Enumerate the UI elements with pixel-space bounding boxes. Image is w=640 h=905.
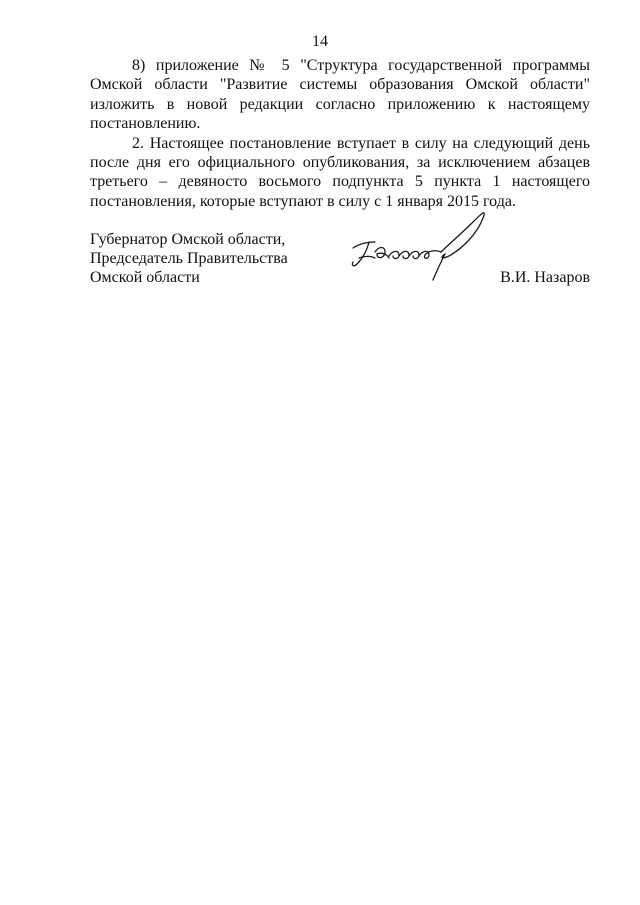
signer-position [90,230,288,288]
paragraph-item-8: 8) приложение № 5 "Структура государственной программы Омской области "Развитие системы образования Омской области" изложить в новой редакции согласно приложению к настоящему постановлению. [90,57,590,133]
signature-block [90,230,590,300]
signer-position-line: Председатель Правительства [90,250,288,268]
paragraph-effective-date: 2. Настоящее постановление вступает в силу на следующий день после дня его официального опубликования, за исключением абзацев третьего – девяносто восьмого подпункта 5 пункта 1 настоящего постановления, которые вступают в силу с 1 января 2015 года. [90,134,590,210]
document-body [90,56,590,211]
handwritten-signature [345,204,505,286]
signer-position-line: Омской области [90,269,200,287]
signer-name: В.И. Назаров [500,269,590,286]
page-number: 14 [312,33,328,50]
signer-position-line: Губернатор Омской области, [90,231,286,248]
